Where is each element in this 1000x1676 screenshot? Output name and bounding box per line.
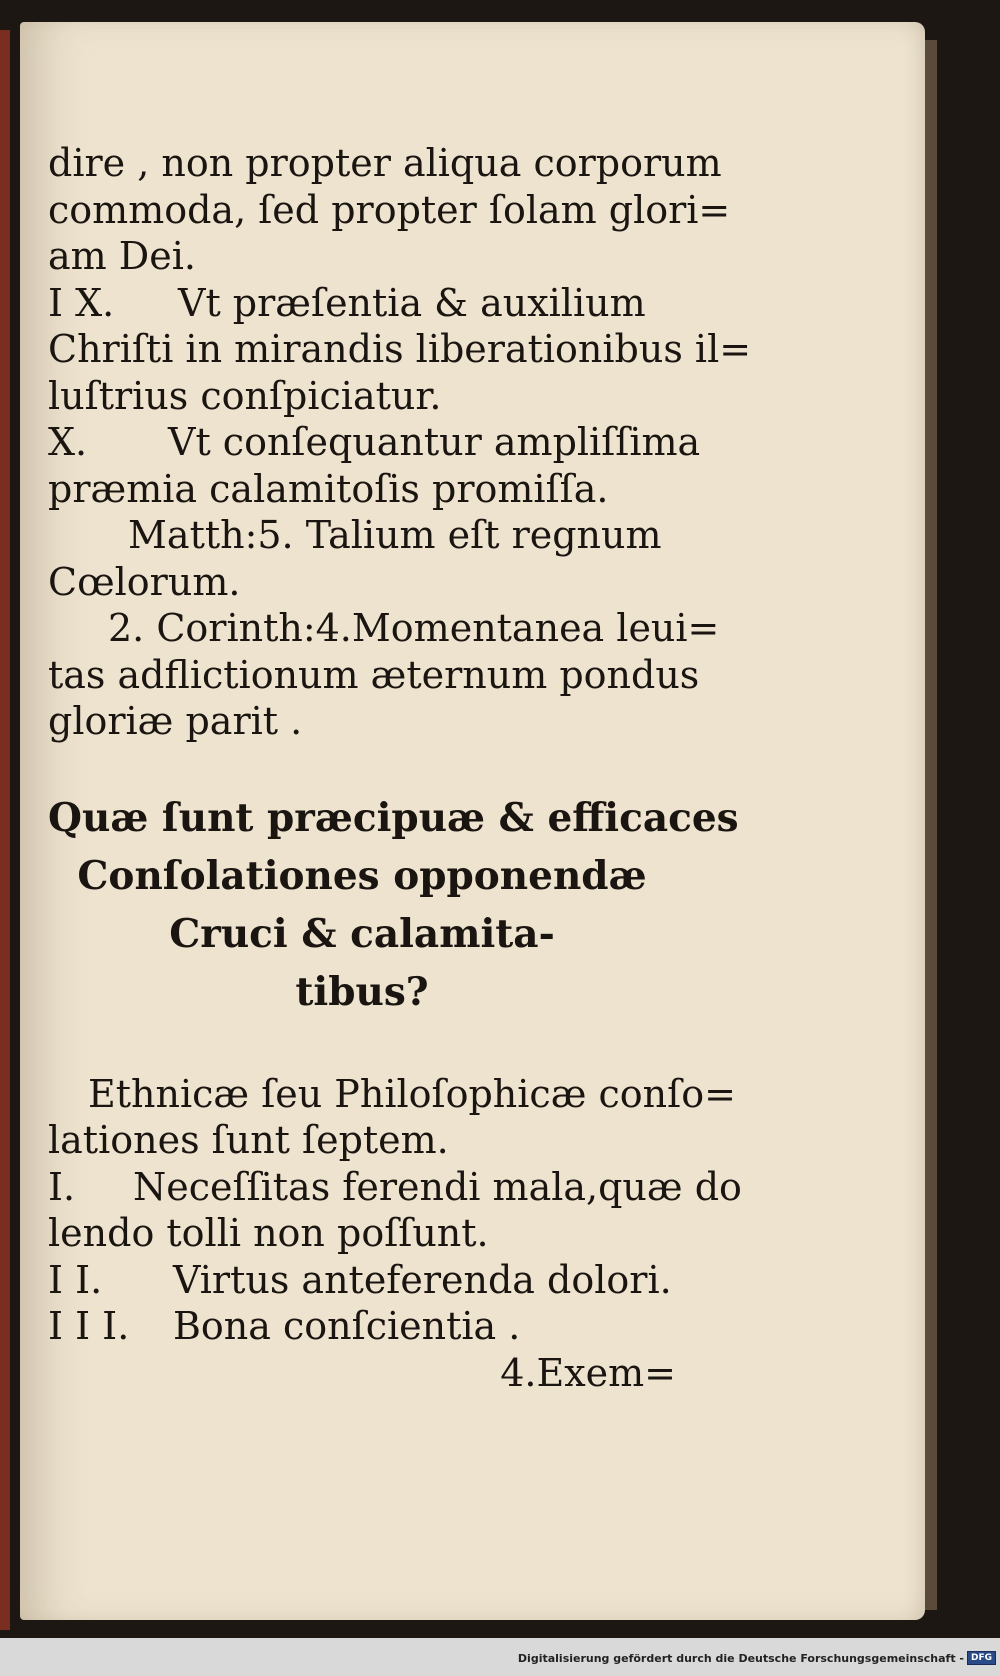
digitization-footer	[518, 1651, 996, 1665]
item-number: I X.	[48, 280, 115, 325]
text-line	[48, 1303, 676, 1350]
text-line: Matth:5. Talium eſt regnum	[128, 513, 662, 557]
text-line: tas adflictionum æternum pondus	[48, 652, 700, 697]
section-gap	[48, 745, 676, 789]
text-line: Ethnicæ ſeu Philoſophicæ conſo=	[88, 1071, 736, 1116]
text-line: Chriſti in mirandis liberationibus il=	[48, 327, 752, 371]
dfg-logo: DFG	[967, 1651, 996, 1665]
text-line: dire , non propter aliqua corporum	[48, 141, 722, 185]
item-number: I I I.	[48, 1304, 130, 1348]
text-line: Cœlorum.	[48, 559, 241, 604]
text-line: commoda, ſed propter ſolam glori=	[48, 187, 731, 232]
item-number: I.	[48, 1164, 76, 1209]
heading-line: Conſolationes opponendæ	[77, 852, 647, 899]
page-edge	[925, 40, 937, 1610]
footer-credit: Digitalisierung gefördert durch die Deutsche Forschungsgemeinschaft -	[517, 1651, 964, 1665]
text-line: lendo tolli non poſſunt.	[48, 1211, 489, 1255]
section-heading	[48, 789, 739, 1021]
heading-line: Quæ ſunt præcipuæ & efficaces	[48, 794, 739, 841]
text-line	[48, 1164, 742, 1211]
item-text: Bona conſcientia .	[173, 1304, 521, 1348]
item-text: Vt conſequantur ampliſſima	[168, 420, 701, 464]
text-line: gloriæ parit .	[48, 699, 303, 743]
text-line: 2. Corinth:4.Momentanea leui=	[108, 606, 720, 650]
text-line	[48, 419, 701, 466]
text-line	[48, 1257, 676, 1304]
item-number: I I.	[48, 1257, 103, 1302]
text-line: am Dei.	[48, 234, 196, 278]
item-text: Virtus anteferenda dolori.	[173, 1257, 672, 1302]
item-text: Vt præſentia & auxilium	[178, 280, 646, 325]
item-number: X.	[48, 420, 88, 464]
book-spine	[0, 30, 10, 1630]
text-line: præmia calamitoſis promiſſa.	[48, 466, 609, 511]
item-text: Neceſſitas ferendi mala,quæ do	[133, 1164, 742, 1209]
page-text	[48, 140, 752, 1396]
text-line	[48, 280, 676, 327]
text-line: luſtrius conſpiciatur.	[48, 373, 442, 418]
text-line: lationes ſunt ſeptem.	[48, 1118, 449, 1162]
catchword: 4.Exem=	[500, 1350, 676, 1395]
heading-line: tibus?	[295, 968, 429, 1015]
heading-line: Cruci & calamita-	[169, 910, 555, 957]
section-gap	[48, 1021, 676, 1071]
